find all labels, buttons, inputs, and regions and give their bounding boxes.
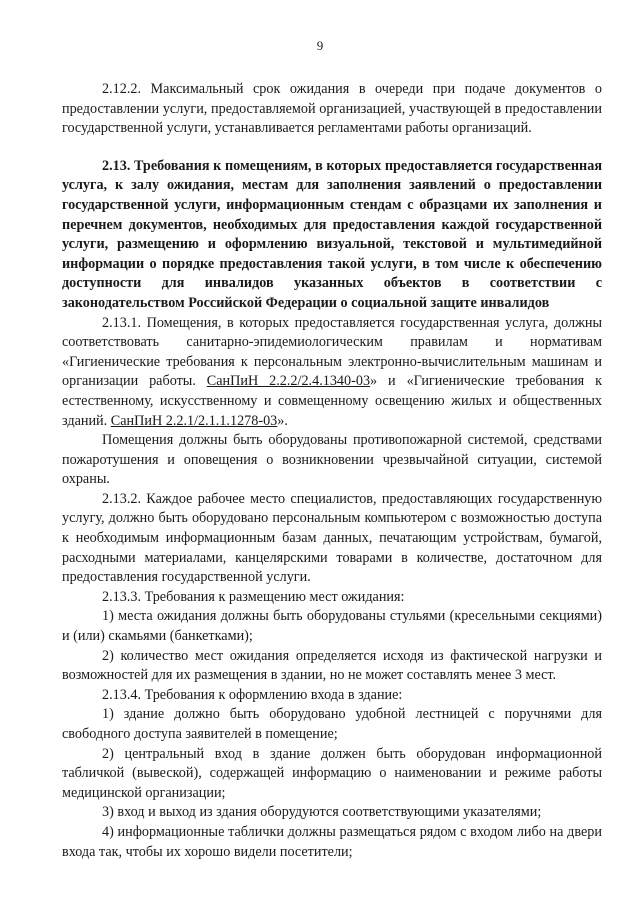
section-heading-2-13: 2.13. Требования к помещениям, в которых предоставляется государственная услуга, к залу ожидания, местам для заполнения заявлений о предоставлении государственной услуги, информационным стендам с образцами их заполнения и перечнем документов, необходимых для предоставления каждой государственной услуги, размещению и оформлению визуальной, текстовой и мультимедийной информации о порядке предоставления такой услуги, в том числе к обеспечению доступности для инвалидов указанных объектов в соответствии с законодательством Российской Федерации о социальной защите инвалидов (62, 157, 602, 311)
list-item-entrance-stairs: 1) здание должно быть оборудовано удобной лестницей с поручнями для свободного доступа заявителей в помещение; (62, 706, 602, 742)
list-item-waiting-count: 2) количество мест ожидания определяется исходя из фактической нагрузки и возможностей для их размещения в здании, но не может составлять менее 3 мест. (62, 647, 602, 684)
paragraph-2-13-3: 2.13.3. Требования к размещению мест ожидания: (102, 588, 405, 605)
paragraph-fire-safety: Помещения должны быть оборудованы противопожарной системой, средствами пожаротушения и оповещения о возникновении чрезвычайной ситуации, системой охраны. (62, 432, 602, 488)
list-item-entrance-sign: 2) центральный вход в здание должен быть оборудован информационной табличкой (вывеской), содержащей информацию о наименовании и режиме работы медицинской организации; (62, 745, 602, 801)
paragraph-2-13-2: 2.13.2. Каждое рабочее место специалистов, предоставляющих государственную услугу, должно быть оборудовано персональным компьютером с возможностью доступа к необходимым информационным базам данных, печатающим устройствам, бумагой, расходными материалами, канцелярскими товарами в количестве, достаточном для предоставления государственной услуги. (62, 490, 602, 586)
paragraph-2-13-1-text-c: ». (277, 412, 288, 429)
list-item-entrance-plates: 4) информационные таблички должны размещаться рядом с входом либо на двери входа так, чтобы их хорошо видели посетители; (62, 823, 602, 860)
sanpin-link-1[interactable]: СанПиН 2.2.2/2.4.1340-03 (206, 373, 371, 390)
paragraph-2-12-2: 2.12.2. Максимальный срок ожидания в очереди при подаче документов о предоставлении услуги, предоставляемой организацией, участвующей в предоставлении государственной услуги, устанавливается регламентами работы организаций. (62, 81, 602, 137)
paragraph-2-13-1 (62, 314, 602, 432)
list-item-waiting-seats: 1) места ожидания должны быть оборудованы стульями (кресельными секциями) и (или) скамьями (банкетками); (62, 608, 602, 645)
paragraph-2-13-1-text-a: 2.13.1. Помещения, в которых предоставляется государственная услуга, должны соответствовать санитарно-эпидемиологическим правилам и нормативам «Гигиенические требования к персональным электронно-вычислительным машинам и организации работы. (62, 314, 602, 390)
sanpin-link-2[interactable]: СанПиН 2.2.1/2.1.1.1278-03 (110, 412, 278, 429)
document-body (62, 80, 602, 862)
list-item-entrance-pointers: 3) вход и выход из здания оборудуются соответствующими указателями; (102, 804, 542, 821)
page-number: 9 (316, 38, 324, 53)
paragraph-2-13-1-text-b: » и «Гигиенические требования к естественному, искусственному и совмещенному освещению жилых и общественных зданий. (62, 373, 602, 429)
spacer (62, 139, 602, 157)
paragraph-2-13-4: 2.13.4. Требования к оформлению входа в здание: (102, 686, 403, 703)
